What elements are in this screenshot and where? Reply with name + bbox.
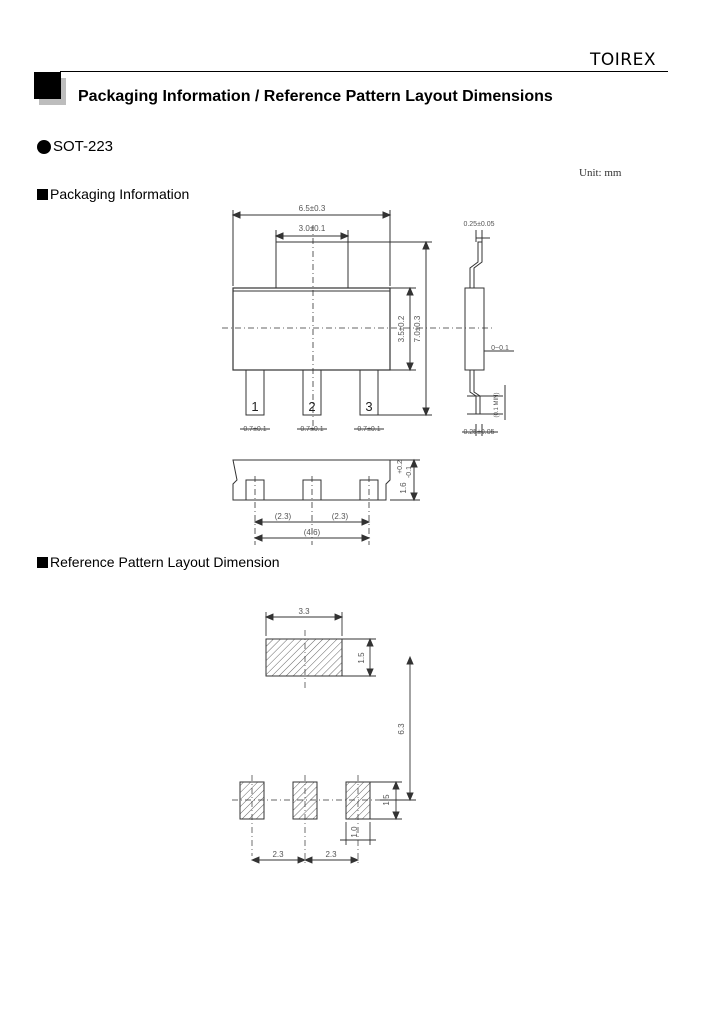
dim-pin-pad-height: 1.5 (382, 794, 391, 806)
dim-land-pitch-left: 2.3 (272, 850, 284, 859)
dim-pitch-left: (2.3) (274, 512, 292, 521)
pin-pad-1 (240, 782, 264, 819)
dim-standoff: (0.1 MIN) (494, 392, 500, 418)
tab-pad (266, 639, 342, 676)
dim-tab-pad-width: 3.3 (298, 607, 310, 616)
pin-pad-3 (346, 782, 370, 819)
dim-overall-width: 6.5±0.3 (298, 204, 326, 213)
pin-3-label: 3 (365, 399, 373, 414)
dim-pin-1-width: 0.7±0.1 (243, 426, 267, 433)
page-title: Packaging Information / Reference Pattern Layout Dimensions (78, 88, 553, 105)
pin-2-label: 2 (308, 399, 316, 414)
dim-offset: 0~0.1 (491, 345, 509, 352)
dim-pin-2-width: 0.7±0.1 (300, 426, 324, 433)
dim-pin-pad-width: 1.0 (350, 826, 359, 838)
dim-tab-width: 3.0±0.1 (298, 224, 326, 233)
dim-tab-pad-height: 1.5 (357, 652, 366, 664)
dim-body-height: 3.5±0.2 (397, 315, 406, 343)
package-side-view (462, 230, 514, 436)
dim-pad-spacing: 6.3 (397, 723, 406, 735)
dim-height-tol-plus: +0.2 (397, 460, 404, 474)
side-body-outline (465, 288, 484, 370)
dim-pitch-total: (4.6) (303, 528, 321, 537)
dim-lead-thickness-top: 0.25±0.05 (463, 221, 495, 228)
dim-total-height: 7.0±0.3 (413, 315, 422, 343)
dim-land-pitch-right: 2.3 (325, 850, 337, 859)
dim-package-height: 1.6 (399, 482, 408, 494)
pin-1-label: 1 (251, 399, 259, 414)
body-outline (233, 288, 390, 370)
pin-pad-2 (293, 782, 317, 819)
tab-outline (276, 242, 348, 288)
package-front-view (233, 460, 420, 545)
torex-logo: TOIREX (590, 50, 656, 70)
section-packaging-title: Packaging Information (50, 186, 190, 202)
dim-height-tol-minus: -0.1 (406, 465, 413, 479)
unit-label: Unit: mm (579, 167, 622, 179)
package-top-view (222, 210, 493, 432)
dim-lead-thickness-bottom: 0.25±0.05 (463, 429, 495, 436)
section-pattern-title: Reference Pattern Layout Dimension (50, 554, 280, 570)
package-name: SOT-223 (53, 138, 114, 155)
dim-pin-3-width: 0.7±0.1 (357, 426, 381, 433)
dim-pitch-right: (2.3) (331, 512, 349, 521)
